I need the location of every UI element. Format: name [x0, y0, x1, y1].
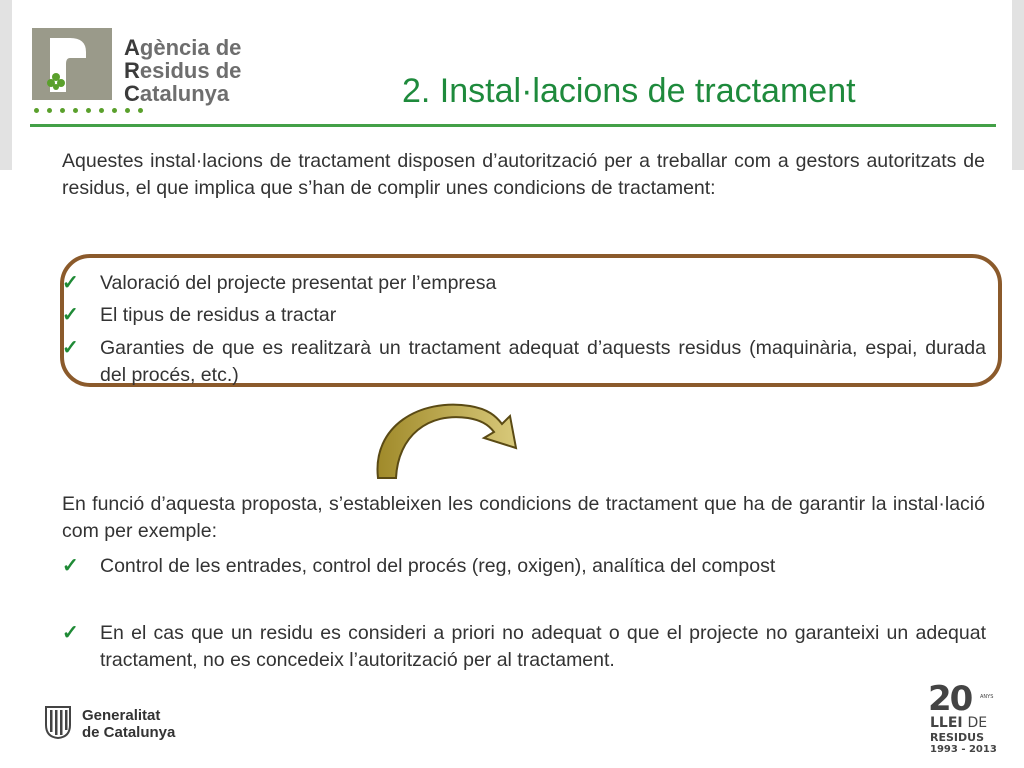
clover-icon	[46, 72, 66, 92]
generalitat-shield-icon	[44, 705, 72, 739]
curved-arrow-icon	[370, 396, 530, 486]
anniversary-residus: RESIDUS	[930, 731, 984, 744]
title-divider	[30, 124, 996, 127]
slide-title: 2. Instal·lacions de tractament	[402, 72, 856, 110]
logo-dots	[34, 108, 143, 113]
intro-paragraph: Aquestes instal·lacions de tractament disposen d’autorització per a treballar com a gestors autoritzats de residus, el que implica que s’han de complir unes condicions de tractament:	[62, 150, 985, 199]
boxed-item: Valoració del projecte presentat per l’empresa	[100, 272, 497, 294]
agency-logo	[32, 28, 282, 118]
boxed-item: Garanties de que es realitzarà un tractament adequat d’aquests residus (maquinària, espai, durada del procés, etc.)	[100, 337, 986, 386]
check-icon: ✓	[62, 304, 79, 326]
generalitat-line-2: de Catalunya	[82, 724, 176, 741]
right-edge-strip	[1012, 0, 1024, 170]
generalitat-name	[82, 707, 175, 741]
check-icon: ✓	[62, 622, 79, 644]
anniversary-llei: LLEI DE	[930, 715, 988, 731]
boxed-item: El tipus de residus a tractar	[100, 304, 337, 326]
anniversary-years: 1993 - 2013	[930, 744, 997, 755]
agency-name-line-1: Agència de	[124, 35, 242, 60]
agency-name-line-3: Catalunya	[124, 81, 230, 106]
left-edge-strip	[0, 0, 12, 170]
anniversary-number: 20	[928, 679, 972, 719]
generalitat-line-1: Generalitat	[82, 707, 161, 724]
agency-name	[124, 36, 241, 105]
list-item: En el cas que un residu es consideri a priori no adequat o que el projecte no garanteixi un adequat tractament, no es concedeix l’autorització per al tractament.	[100, 622, 986, 671]
generalitat-logo	[44, 705, 224, 745]
check-icon: ✓	[62, 272, 79, 294]
second-paragraph: En funció d’aquesta proposta, s’estableixen les condicions de tractament que ha de garantir la instal·lació com per exemple:	[62, 493, 985, 542]
check-icon: ✓	[62, 337, 79, 359]
check-icon: ✓	[62, 555, 79, 577]
anniversary-badge	[926, 679, 998, 762]
anniversary-small: ANYS	[980, 694, 994, 700]
list-item: Control de les entrades, control del procés (reg, oxigen), analítica del compost	[100, 555, 776, 577]
agency-name-line-2: Residus de	[124, 58, 242, 83]
agency-logo-mark	[32, 28, 112, 100]
